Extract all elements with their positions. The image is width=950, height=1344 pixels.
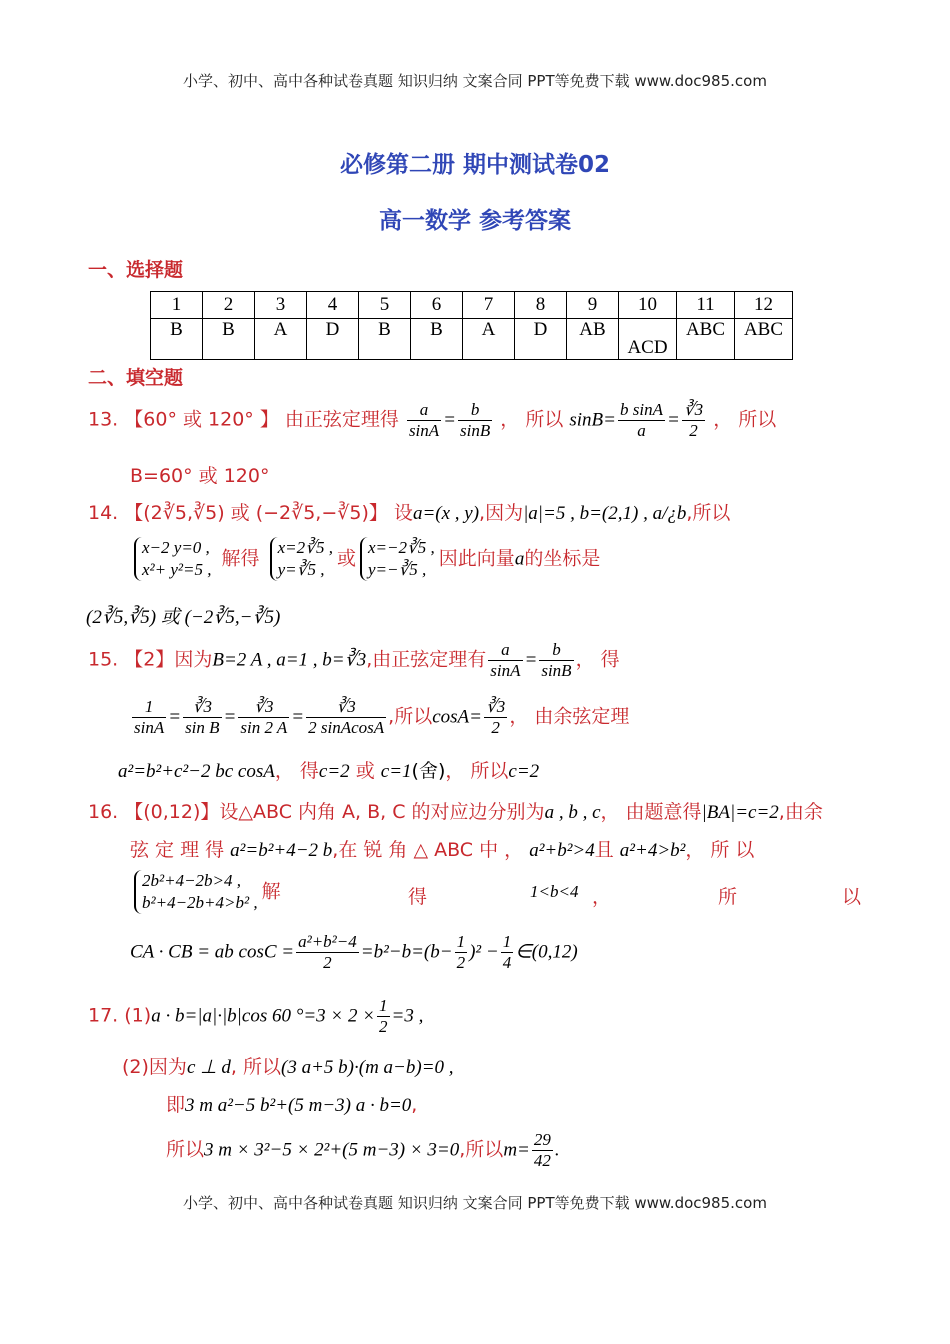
q17-text: 即 [166, 1094, 186, 1116]
math: = [524, 649, 538, 671]
math: )² − [469, 941, 499, 963]
q13-text: 由正弦定理得 [284, 408, 399, 431]
equation: b²+4−2b+4>b² , [142, 893, 258, 913]
numerator: b [458, 400, 492, 421]
table-cell: D [515, 319, 567, 360]
numerator: ∛3 [238, 697, 289, 718]
table-cell: A [255, 319, 307, 360]
q16-text: ， [592, 886, 612, 908]
table-cell: ABC [735, 319, 793, 360]
q16-text: ,由余 [778, 801, 823, 823]
math: cosA= [432, 706, 482, 728]
math: (2∛5,∛5) 或 (−2∛5,−∛5) [86, 607, 281, 628]
table-cell: ABC [677, 319, 735, 360]
math: |a|=5 , b=(2,1) , a/¿b [523, 503, 687, 524]
fraction [458, 400, 492, 440]
denominator: a [637, 420, 646, 440]
numerator: 1 [379, 996, 388, 1015]
numerator: b sinA [619, 400, 663, 419]
numerator: ∛3 [485, 697, 506, 716]
math: = [666, 409, 680, 431]
denominator: 2 [323, 952, 332, 972]
q14-line3 [86, 602, 280, 629]
equation-system [270, 537, 333, 581]
math: a²=b²+c²−2 bc cosA [118, 761, 275, 782]
table-cell: 9 [567, 292, 619, 319]
fraction [484, 697, 507, 737]
q16-text: ,在 锐 角 △ ABC 中 ， [332, 839, 524, 861]
fraction [501, 932, 514, 972]
equation: y=−∛5 , [367, 560, 427, 580]
q17-part-label: (2) [122, 1056, 149, 1078]
q14-text: 解得 [221, 547, 260, 570]
q16-text: 得 [408, 886, 428, 908]
fraction [682, 400, 705, 440]
table-cell: 5 [359, 292, 411, 319]
numerator: ∛3 [683, 400, 704, 419]
denominator: 2 [491, 717, 500, 737]
fraction [455, 932, 468, 972]
table-cell: 1 [151, 292, 203, 319]
fraction [238, 697, 289, 737]
table-cell: 7 [463, 292, 515, 319]
q16-line2 [130, 835, 754, 862]
fraction [296, 932, 359, 972]
denominator: 2 [689, 420, 698, 440]
numerator: 29 [533, 1130, 551, 1149]
q17-line1 [88, 996, 423, 1036]
fraction [618, 400, 665, 440]
table-cell: 12 [735, 292, 793, 319]
numerator: a [488, 640, 522, 661]
q17-text: , [411, 1094, 418, 1116]
q15-line3 [118, 756, 539, 783]
table-cell: 6 [411, 292, 463, 319]
table-cell: B [151, 319, 203, 360]
q17-text: 因为 [148, 1056, 187, 1078]
fraction [539, 640, 573, 680]
math: B=2 A , a=1 , b=∛3 [212, 649, 367, 671]
table-cell: A [463, 319, 515, 360]
q16-text: 所 [718, 886, 738, 908]
denominator: 4 [502, 952, 512, 972]
equation: y=∛5 , [277, 560, 325, 580]
equation: x=−2∛5 , [367, 538, 435, 557]
numerator: ∛3 [306, 697, 386, 718]
section-choice-heading: 一、选择题 [88, 259, 184, 281]
q15-text: ， 得 [575, 648, 620, 671]
q17-line3 [166, 1090, 417, 1117]
q14-text: ,因为 [479, 502, 524, 524]
q17-part-label: (1) [124, 1004, 152, 1027]
table-cell: 2 [203, 292, 255, 319]
math: = [443, 409, 456, 431]
math: sinB= [569, 409, 616, 431]
fraction [488, 640, 522, 680]
math: a²+b²>4 [529, 840, 595, 861]
q15-text: ， 得 [274, 760, 319, 782]
denominator: sinA [490, 660, 521, 680]
math: c ⊥ d [186, 1057, 231, 1078]
math: a · b=|a|·|b|cos 60 °=3 × 2 × [151, 1005, 376, 1027]
q16-answer: 【(0,12)】 [124, 801, 220, 823]
denominator: 2 [456, 952, 466, 972]
numerator: a²+b²−4 [298, 932, 357, 951]
q13-text: ， 所以 [713, 408, 777, 431]
q17-line2 [122, 1052, 454, 1079]
page-header: 小学、初中、高中各种试卷真题 知识归纳 文案合同 PPT等免费下载 www.doc985.com [183, 72, 767, 90]
math: a=(x , y) [412, 503, 480, 524]
math: (3 a+5 b)·(m a−b)=0 , [281, 1057, 454, 1078]
q15-text: (舍) [411, 760, 446, 782]
q16-text: 解 [261, 880, 281, 903]
denominator: sinA [134, 717, 165, 737]
numerator: 1 [132, 697, 166, 718]
table-cell: B [203, 319, 255, 360]
numerator: a [407, 400, 441, 421]
q13-line1 [88, 400, 776, 440]
table-cell: 8 [515, 292, 567, 319]
q15-line1 [88, 640, 620, 680]
math: 1<b<4 [530, 882, 579, 901]
question-number: 14. [88, 502, 119, 524]
table-cell: ACD [619, 319, 677, 360]
equation: 2b²+4−2b>4 , [142, 871, 242, 890]
table-row-numbers [151, 292, 793, 319]
table-row-answers [151, 319, 793, 360]
q15-text: 因为 [174, 648, 213, 671]
q15-text: 或 [349, 760, 381, 782]
numerator: ∛3 [183, 697, 221, 718]
math: a [514, 548, 525, 570]
fraction [183, 697, 221, 737]
fraction [377, 996, 390, 1036]
q17-text: ,所以 [459, 1138, 504, 1161]
table-cell: AB [567, 319, 619, 360]
table-cell: 11 [677, 292, 735, 319]
section-fill-heading: 二、填空题 [88, 367, 184, 389]
denominator: 2 [379, 1016, 388, 1036]
page-title: 必修第二册 期中测试卷02 [339, 152, 610, 178]
q14-text: 或 [336, 547, 356, 570]
table-cell: 3 [255, 292, 307, 319]
numerator: 1 [456, 932, 466, 951]
q16-line3 [130, 870, 865, 914]
q15-answer: 【2】 [124, 648, 175, 671]
math: =b²−b= [360, 941, 424, 963]
math: c=2 [508, 761, 540, 782]
q13-line2: B=60° 或 120° [130, 465, 270, 487]
denominator: sinB [460, 420, 491, 440]
math: CA · CB = ab cosC = [130, 941, 295, 963]
math: m= [503, 1139, 530, 1161]
q14-line2 [130, 537, 600, 581]
q17-line4 [166, 1130, 560, 1170]
fraction [132, 697, 166, 737]
q15-line2: $\frac{1}{\sin A}$ = $\frac{∛3}{\text{sin B}}$ = $\frac{∛3}{\sin 2 A}$ = $\frac{∛3}{\text{2 sinAcosA}}$ ,所以cosA= $\frac{∛3}{2}$ ， 由余弦定理 [134, 697, 630, 737]
q15-text: ,由正弦定理有 [366, 648, 487, 671]
page-subtitle: 高一数学 参考答案 [378, 208, 571, 234]
q17-text: 所以 [166, 1138, 205, 1161]
math: (b− [423, 941, 453, 963]
q16-text: 弦 定 理 得 [130, 839, 225, 861]
denominator: sin B [185, 717, 220, 737]
denominator: 42 [533, 1150, 551, 1170]
math: 3 m a²−5 b²+(5 m−3) a · b=0 [185, 1095, 412, 1116]
q14-answer: 【(2∛5,∛5) 或 (−2∛5,−∛5)】 [124, 502, 388, 524]
math: c=2 [318, 761, 350, 782]
table-cell: 4 [307, 292, 359, 319]
question-number: 16. [88, 801, 119, 823]
page-footer: 小学、初中、高中各种试卷真题 知识归纳 文案合同 PPT等免费下载 www.doc985.com [183, 1194, 767, 1212]
q16-text: ， 所 以 [685, 839, 755, 861]
q14-line1 [88, 498, 730, 525]
q16-text: 以 [842, 886, 862, 908]
table-cell: D [307, 319, 359, 360]
equation-system [360, 537, 435, 581]
q16-text: 且 [594, 839, 614, 861]
math: . [554, 1139, 560, 1161]
q14-text: ,所以 [686, 502, 731, 524]
numerator: 1 [502, 932, 512, 951]
q14-text: 的坐标是 [524, 547, 601, 570]
equation-system [134, 537, 211, 581]
math: ∈(0,12) [515, 941, 578, 963]
choice-answer-table [150, 291, 793, 360]
equation: x=2∛5 , [277, 538, 333, 557]
denominator: sinA [408, 420, 440, 440]
question-number: 17. [88, 1004, 119, 1027]
q13-answer: 【60° 或 120° 】 [124, 408, 279, 431]
q14-text: 设 [393, 502, 413, 524]
q16-text: ， 由题意得 [600, 801, 702, 823]
fraction [407, 400, 441, 440]
equation: x−2 y=0 , [142, 538, 210, 557]
q15-text: ， 所以 [445, 760, 509, 782]
q17-text: , 所以 [230, 1056, 282, 1078]
fraction [532, 1130, 553, 1170]
numerator: b [539, 640, 573, 661]
question-number: 15. [88, 648, 119, 671]
q14-text: 因此向量 [438, 547, 515, 570]
math: a , b , c [544, 802, 601, 823]
q16-line1 [88, 797, 823, 824]
math: =3 , [391, 1005, 424, 1027]
equation: x²+ y²=5 , [142, 560, 212, 580]
table-cell: B [359, 319, 411, 360]
denominator: sin 2 A [240, 717, 288, 737]
q13-text: ， 所以 [500, 408, 564, 431]
math: a²=b²+4−2 b [230, 840, 333, 861]
math: a²+4>b² [619, 840, 686, 861]
fraction [306, 697, 386, 737]
q15-text: ,所以 [388, 705, 433, 728]
denominator: sinB [541, 660, 572, 680]
math: |BA|=c=2 [701, 802, 779, 823]
table-cell: B [411, 319, 463, 360]
equation-system [134, 870, 258, 914]
q16-line4 [130, 932, 578, 972]
denominator: 2 sinAcosA [308, 717, 385, 737]
q15-text: ， 由余弦定理 [509, 705, 630, 728]
q16-text: 设△ABC 内角 A, B, C 的对应边分别为 [219, 801, 545, 823]
math: 3 m × 3²−5 × 2²+(5 m−3) × 3=0 [204, 1139, 460, 1161]
question-number: 13. [88, 408, 119, 431]
math: c=1 [380, 761, 412, 782]
table-cell: 10 [619, 292, 677, 319]
